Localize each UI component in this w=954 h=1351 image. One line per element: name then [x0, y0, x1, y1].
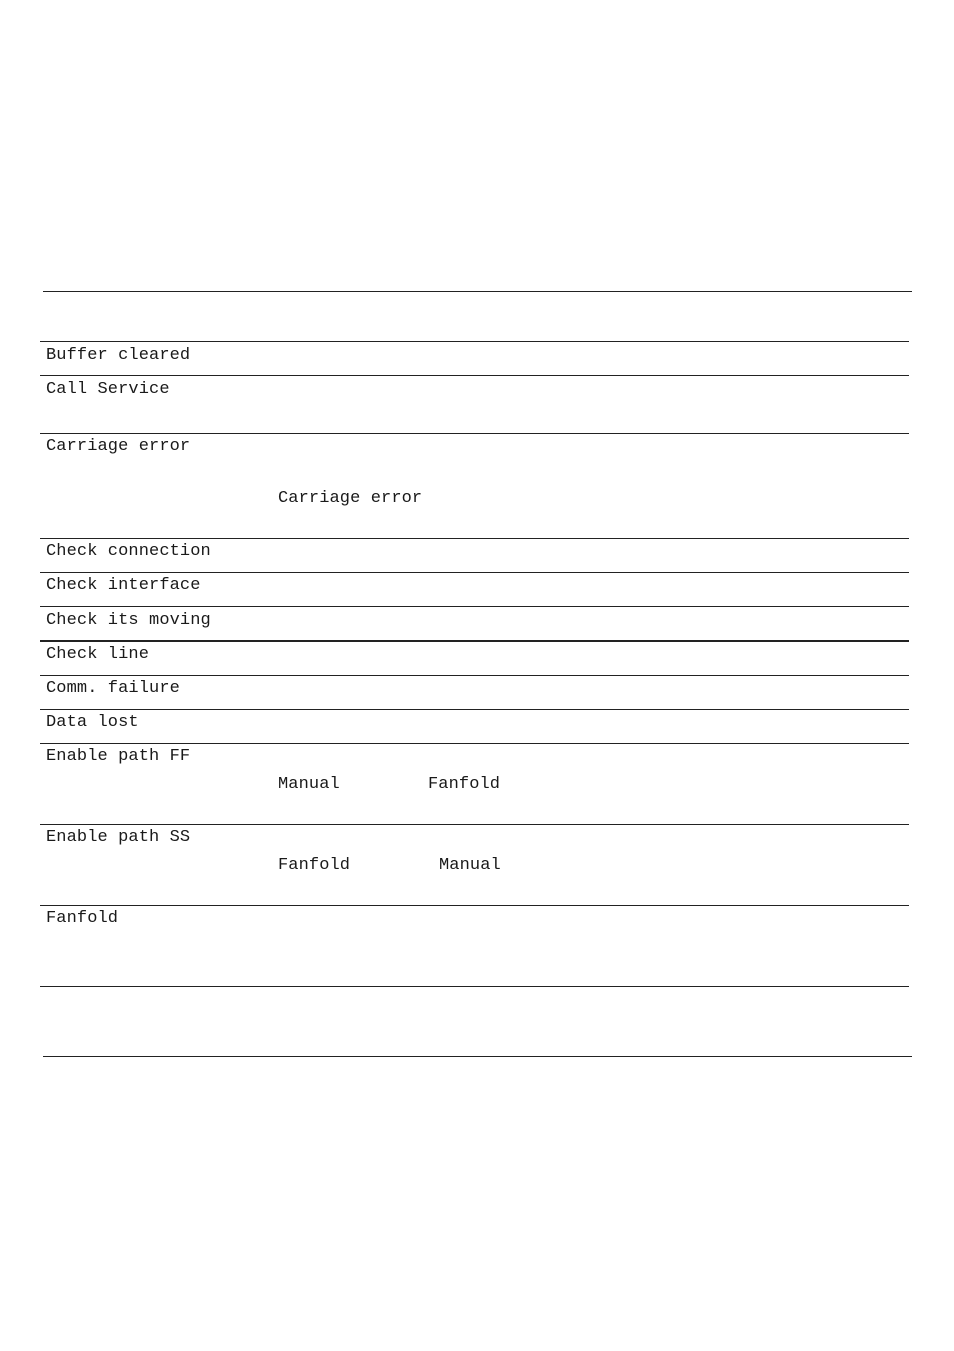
- row-divider: [40, 905, 909, 906]
- row-divider: [40, 433, 909, 434]
- message-label-comm-failure: Comm. failure: [46, 679, 180, 698]
- message-label-check-interface: Check interface: [46, 576, 201, 595]
- message-label-check-its-moving: Check its moving: [46, 611, 211, 630]
- message-detail-manual: Manual: [439, 856, 501, 875]
- message-label-carriage-error: Carriage error: [46, 437, 191, 456]
- message-detail-fanfold: Fanfold: [278, 856, 351, 875]
- row-divider: [40, 675, 909, 676]
- row-divider: [40, 824, 909, 825]
- message-label-enable-path-ff: Enable path FF: [46, 747, 191, 766]
- row-divider: [40, 538, 909, 539]
- row-divider: [40, 572, 909, 573]
- table-header-rule: [40, 341, 909, 342]
- table-bottom-rule: [43, 1056, 912, 1057]
- message-detail-manual: Manual: [278, 775, 340, 794]
- message-label-fanfold: Fanfold: [46, 909, 119, 928]
- row-divider: [40, 640, 909, 642]
- message-label-enable-path-ss: Enable path SS: [46, 828, 191, 847]
- row-divider: [40, 986, 909, 987]
- message-label-call-service: Call Service: [46, 380, 170, 399]
- row-divider: [40, 606, 909, 607]
- message-label-data-lost: Data lost: [46, 713, 139, 732]
- message-label-check-connection: Check connection: [46, 542, 211, 561]
- row-divider: [40, 375, 909, 376]
- row-divider: [40, 743, 909, 744]
- table-top-rule: [43, 291, 912, 292]
- message-label-buffer-cleared: Buffer cleared: [46, 346, 191, 365]
- row-divider: [40, 709, 909, 710]
- message-detail-fanfold: Fanfold: [428, 775, 501, 794]
- message-label-check-line: Check line: [46, 645, 150, 664]
- message-detail-carriage-error: Carriage error: [278, 489, 423, 508]
